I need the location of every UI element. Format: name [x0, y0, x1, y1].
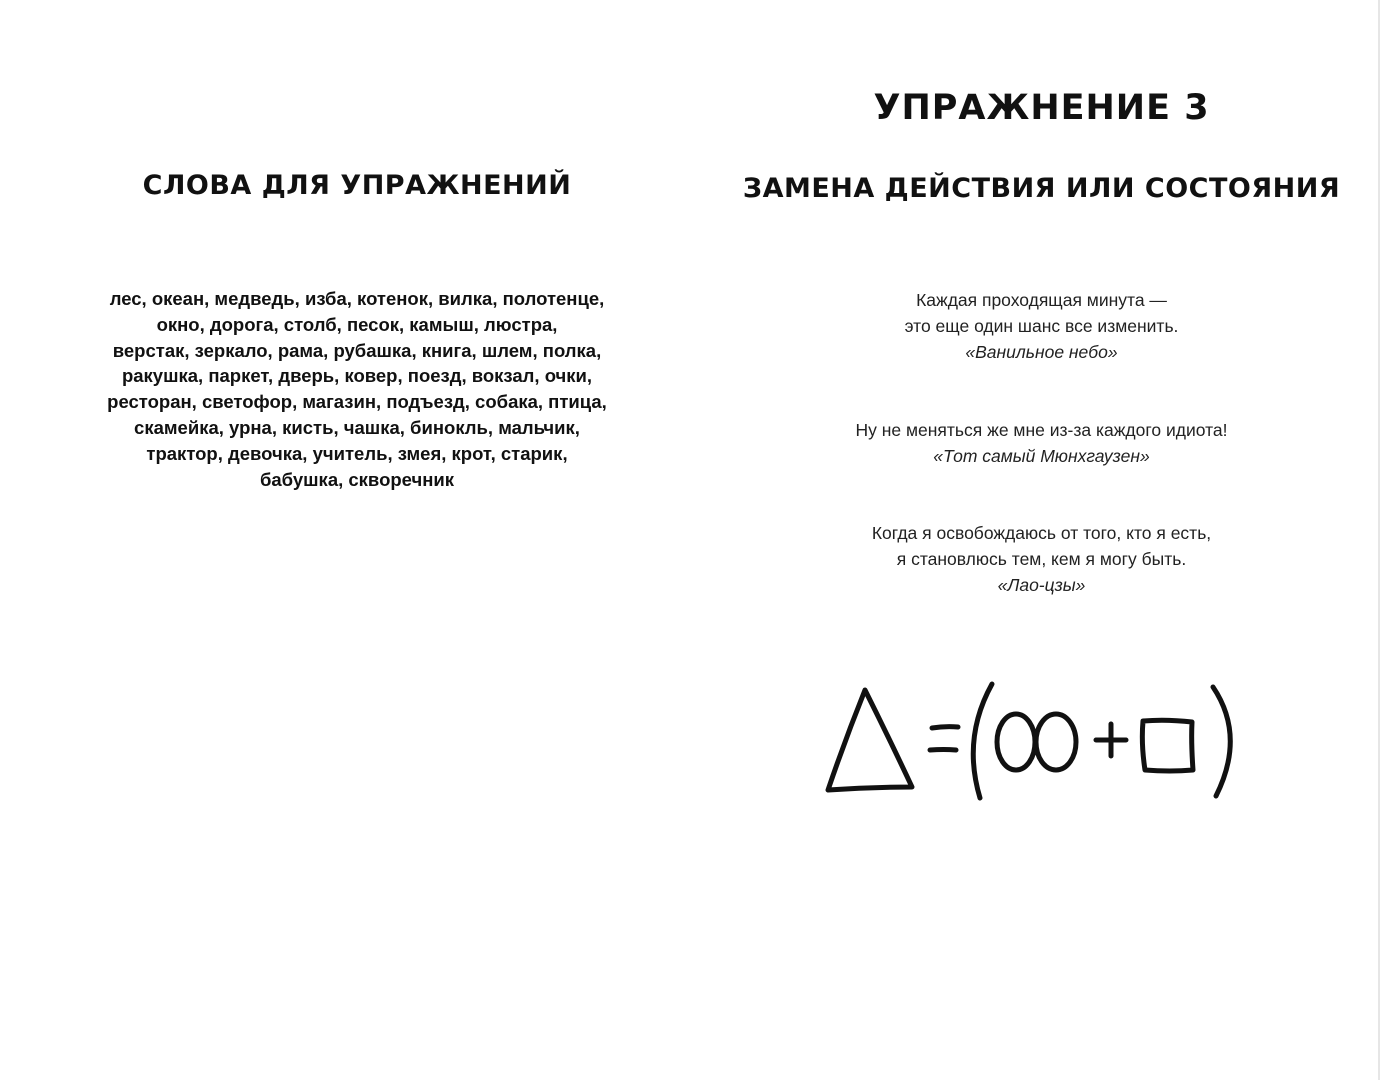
circle-shape [1036, 714, 1076, 770]
quote-source: «Лао-цзы» [997, 575, 1086, 595]
word-list-line: верстак, зеркало, рама, рубашка, книга, шлем, полка, [112, 339, 602, 361]
circle-shape [997, 714, 1035, 770]
word-list-line: бабушка, скворечник [259, 468, 455, 490]
quote-line: Каждая проходящая минута — [916, 290, 1167, 310]
word-list-line: лес, океан, медведь, изба, котенок, вилка, полотенце, [109, 288, 605, 309]
square-shape [1142, 720, 1193, 771]
right-page [694, 0, 1389, 1080]
left-paren [973, 684, 992, 798]
word-list-line: скамейка, урна, кисть, чашка, бинокль, мальчик, [134, 416, 580, 438]
quote-line: это еще один шанс все изменить. [904, 316, 1179, 336]
word-list-line: трактор, девочка, учитель, змея, крот, старик, [146, 442, 568, 464]
word-list-title: СЛОВА ДЛЯ УПРАЖНЕНИЙ [142, 170, 572, 201]
left-page [0, 0, 694, 1080]
plus-sign [1096, 724, 1126, 756]
epigraph-quote [734, 287, 1349, 365]
page-edge-divider [1378, 0, 1380, 1080]
word-list-line: ресторан, светофор, магазин, подъезд, собака, птица, [107, 391, 607, 413]
triangle-shape [828, 690, 912, 790]
equals-sign [930, 727, 958, 750]
exercise-subtitle: ЗАМЕНА ДЕЙСТВИЯ ИЛИ СОСТОЯНИЯ [742, 173, 1341, 204]
epigraph-quote [734, 417, 1349, 469]
word-list-line: ракушка, паркет, дверь, ковер, поезд, вокзал, очки, [121, 365, 593, 387]
right-paren [1213, 687, 1230, 796]
epigraph-quote [734, 520, 1349, 598]
exercise-title: УПРАЖНЕНИЕ 3 [873, 88, 1210, 128]
quote-line: Ну не меняться же мне из-за каждого идиота! [855, 420, 1228, 440]
word-list-line: окно, дорога, столб, песок, камыш, люстра, [156, 313, 558, 335]
hand-drawn-formula-icon [820, 680, 1250, 810]
quote-line: я становлюсь тем, кем я могу быть. [896, 549, 1187, 569]
quote-source: «Ванильное небо» [965, 342, 1118, 362]
quote-source: «Тот самый Мюнхгаузен» [933, 446, 1150, 466]
quote-line: Когда я освобождаюсь от того, кто я есть, [871, 523, 1212, 543]
exercise-word-list [90, 286, 624, 492]
